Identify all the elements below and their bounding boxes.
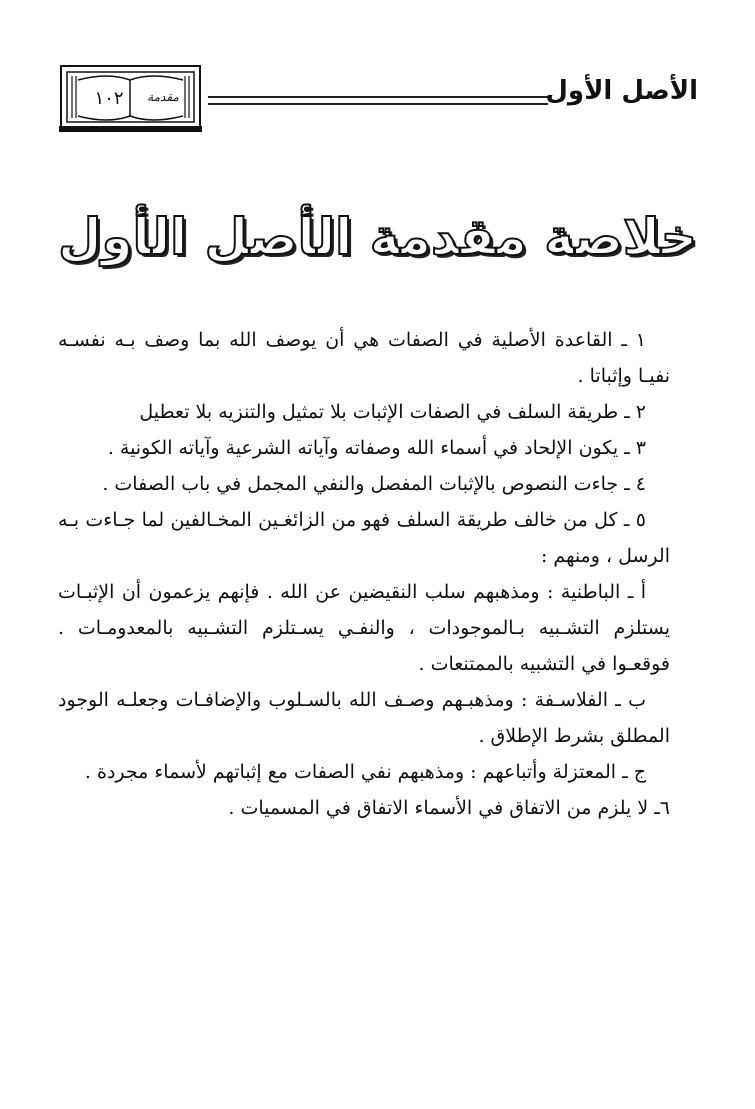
- summary-point-6: ٦ـ لا يلزم من الاتفاق في الأسماء الاتفاق في المسميات .: [228, 797, 670, 819]
- summary-list: [58, 322, 670, 826]
- page-title: خلاصة مقدمة الأصل الأول: [58, 208, 697, 266]
- header-rule: [208, 96, 548, 105]
- summary-subpoint-b: ب ـ الفلاسـفة : ومذهبـهم وصـف الله بالسـلوب والإضافـات وجعلـه الوجود المطلق بشرط الإطلاق .: [58, 689, 670, 747]
- summary-point-5: ٥ ـ كل من خالف طريقة السلف فهو من الزائغـين المخـالفين لما جـاءت بـه الرسل ، ومنهم :: [58, 509, 670, 567]
- header-title: الأصل الأول: [545, 76, 698, 106]
- book-label: مقدمة: [147, 90, 179, 104]
- summary-point-2: ٢ ـ طريقة السلف في الصفات الإثبات بلا تمثيل والتنزيه بلا تعطيل: [139, 401, 646, 423]
- book-page-badge: [58, 62, 203, 134]
- summary-point-1: ١ ـ القاعدة الأصلية في الصفات هي أن يوصف الله بما وصف بـه نفسـه نفيـا وإثباتا .: [58, 329, 670, 387]
- page-number: ١٠٢: [94, 88, 124, 109]
- summary-subpoint-c: ج ـ المعتزلة وأتباعهم : ومذهبهم نفي الصفات مع إثباتهم لأسماء مجردة .: [84, 761, 646, 783]
- page-header: [58, 62, 698, 134]
- summary-point-3: ٣ ـ يكون الإلحاد في أسماء الله وصفاته وآياته الشرعية وآياته الكونية .: [107, 437, 646, 459]
- summary-subpoint-a: أ ـ الباطنية : ومذهبهم سلب النقيضين عن الله . فإنهم يزعمون أن الإثبـات يستلزم التشـبيه بـالموجودات ، والنفـي يسـتلزم التشـبيه بالمعدومـات . فوقعـوا في التشبيه بالممتنعات .: [58, 581, 670, 675]
- summary-point-4: ٤ ـ جاءت النصوص بالإثبات المفصل والنفي المجمل في باب الصفات .: [102, 473, 646, 495]
